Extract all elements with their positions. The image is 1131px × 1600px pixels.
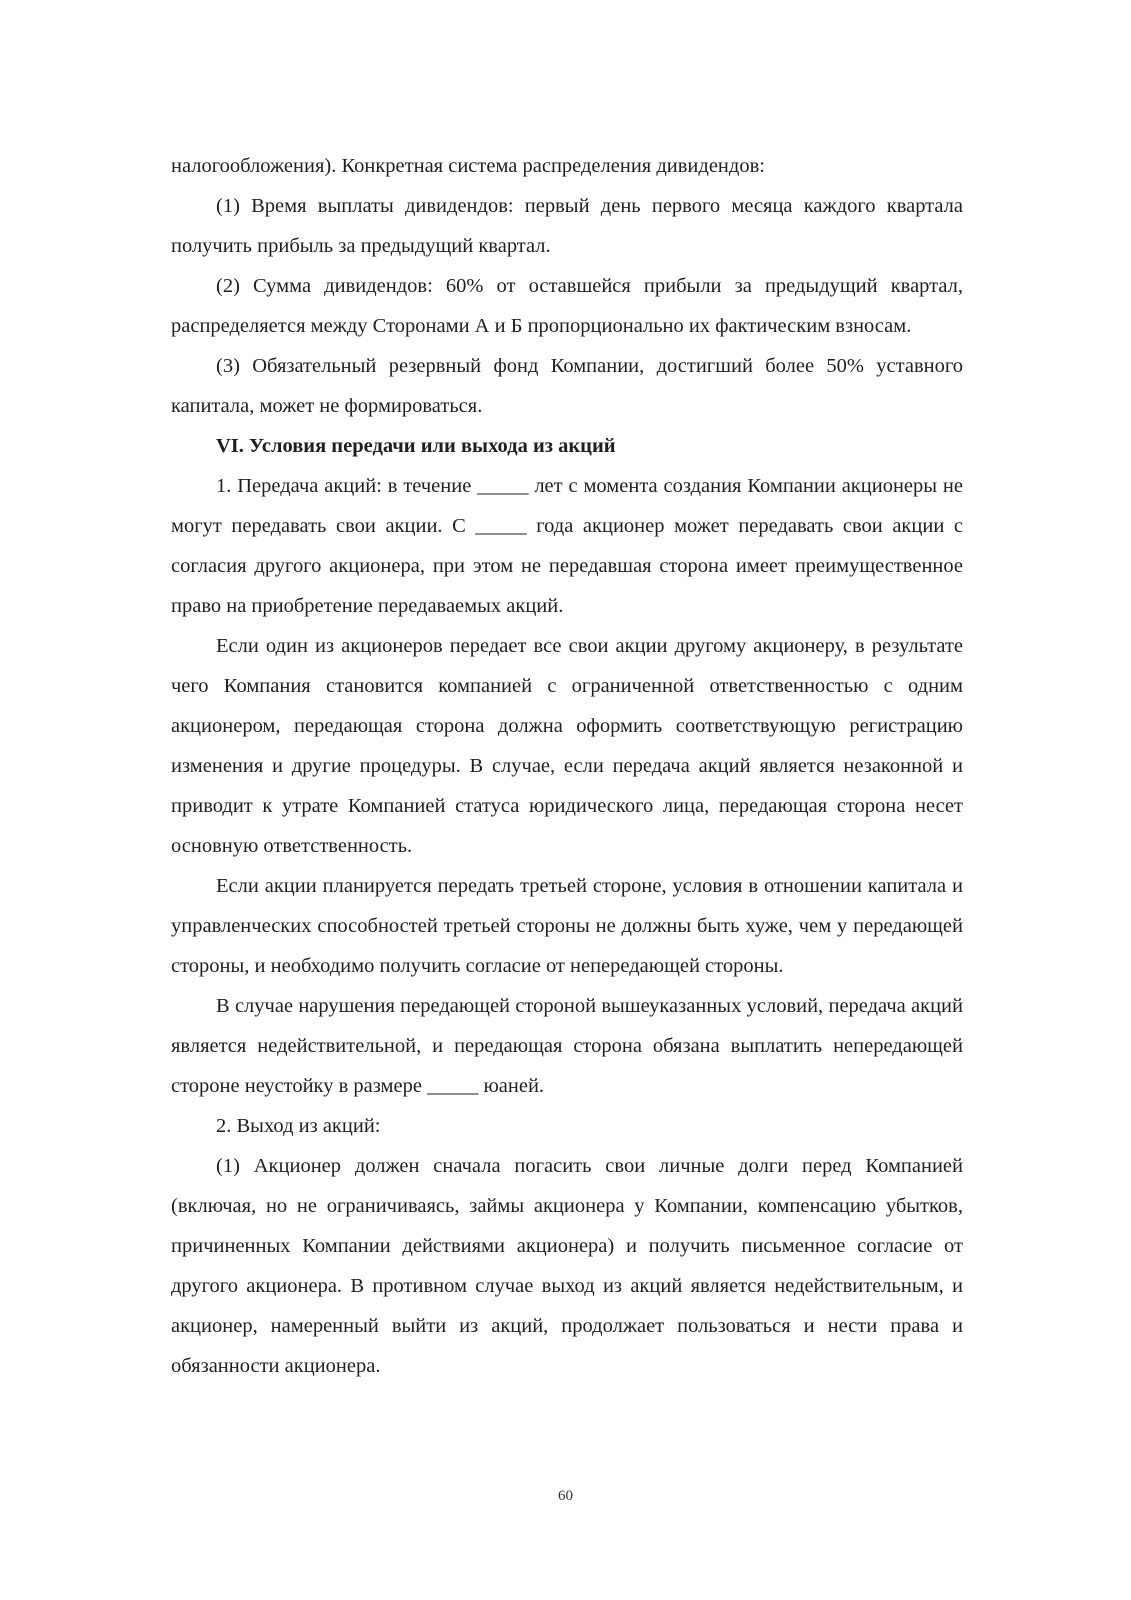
paragraph-dividend-timing: (1) Время выплаты дивидендов: первый день первого месяца каждого квартала получить прибыль за предыдущий квартал. <box>171 195 963 257</box>
page-body <box>171 146 963 1386</box>
paragraph-single-shareholder: Если один из акционеров передает все свои акции другому акционеру, в результате чего Компания становится компанией с ограниченной ответственностью с одним акционером, передающая сторона должна оформить соответствующую регистрацию изменения и другие процедуры. В случае, если передача акций является незаконной и приводит к утрате Компанией статуса юридического лица, передающая сторона несет основную ответственность. <box>171 635 963 857</box>
paragraph-exit-conditions: (1) Акционер должен сначала погасить свои личные долги перед Компанией (включая, но не ограничиваясь, займы акционера у Компании, компенсацию убытков, причиненных Компании действиями акционера) и получить письменное согласие от другого акционера. В противном случае выход из акций является недействительным, и акционер, намеренный выйти из акций, продолжает пользоваться и нести права и обязанности акционера. <box>171 1155 963 1377</box>
paragraph-exit-heading: 2. Выход из акций: <box>216 1115 381 1137</box>
paragraph-third-party: Если акции планируется передать третьей стороне, условия в отношении капитала и управленческих способностей третьей стороны не должны быть хуже, чем у передающей стороны, и необходимо получить согласие от непередающей стороны. <box>171 875 963 977</box>
paragraph-taxation-intro: налогообложения). Конкретная система распределения дивидендов: <box>171 155 765 177</box>
paragraph-dividend-amount: (2) Сумма дивидендов: 60% от оставшейся прибыли за предыдущий квартал, распределяется между Сторонами А и Б пропорционально их фактическим взносам. <box>171 275 963 337</box>
paragraph-violation-penalty: В случае нарушения передающей стороной вышеуказанных условий, передача акций является недействительной, и передающая сторона обязана выплатить непередающей стороне неустойку в размере _____ юаней. <box>171 995 963 1097</box>
page-number: 60 <box>558 1488 573 1504</box>
section-heading: VI. Условия передачи или выхода из акций <box>216 435 616 457</box>
paragraph-reserve-fund: (3) Обязательный резервный фонд Компании, достигший более 50% уставного капитала, может не формироваться. <box>171 355 963 417</box>
paragraph-share-transfer: 1. Передача акций: в течение _____ лет с момента создания Компании акционеры не могут передавать свои акции. С _____ года акционер может передавать свои акции с согласия другого акционера, при этом не передавшая сторона имеет преимущественное право на приобретение передаваемых акций. <box>171 475 963 617</box>
